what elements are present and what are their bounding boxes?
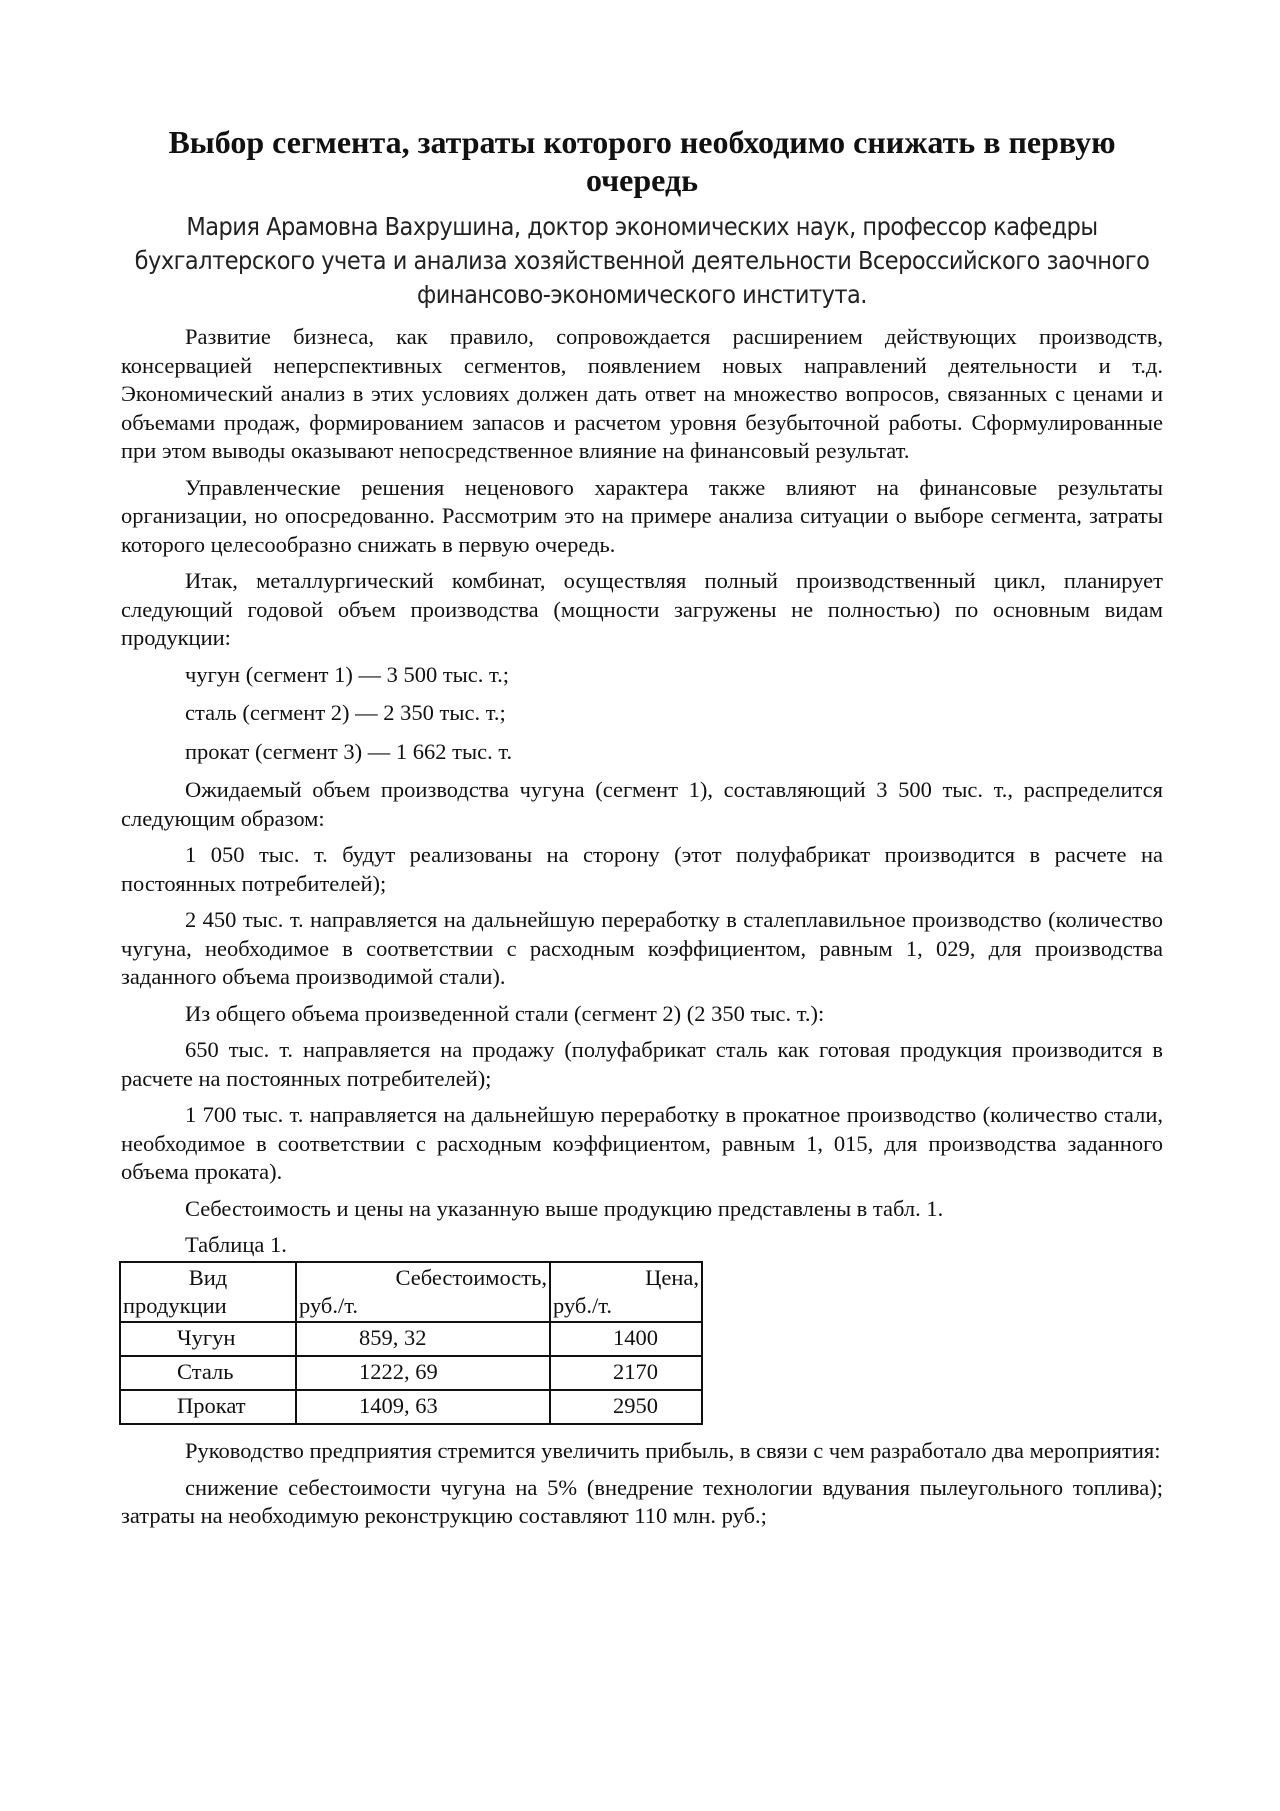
paragraph: Себестоимость и цены на указанную выше продукцию представлены в табл. 1. (185, 1195, 944, 1221)
document-title: Выбор сегмента, затраты которого необходимо снижать в первую очередь (168, 124, 1116, 198)
paragraph: Итак, металлургический комбинат, осуществляя полный производственный цикл, планирует следующий годовой объем производства (мощности загружены не полностью) по основным видам продукции: (121, 568, 1163, 650)
table-caption: Таблица 1. (185, 1232, 287, 1257)
table-row (120, 1390, 702, 1424)
paragraph: 650 тыс. т. направляется на продажу (полуфабрикат сталь как готовая продукция производится в расчете на постоянных потребителей); (121, 1037, 1163, 1091)
header-price: Цена, руб./т. (550, 1262, 702, 1322)
table-header-row (120, 1262, 702, 1322)
paragraph: Из общего объема произведенной стали (сегмент 2) (2 350 тыс. т.): (185, 1000, 825, 1026)
table-row (120, 1356, 702, 1390)
header-cost: Себестоимость, руб./т. (296, 1262, 550, 1322)
cell-product: Сталь (120, 1356, 296, 1390)
document-body (121, 323, 1163, 1539)
paragraph: 2 450 тыс. т. направляется на дальнейшую переработку в сталеплавильное производство (количество чугуна, необходимое в соответствии с расходным коэффициентом, равным 1, 029, для производства заданного объема производимой стали). (121, 907, 1163, 989)
paragraph: Ожидаемый объем производства чугуна (сегмент 1), составляющий 3 500 тыс. т., распределится следующим образом: (121, 777, 1163, 831)
paragraph: снижение себестоимости чугуна на 5% (внедрение технологии вдувания пылеугольного топлива); затраты на необходимую реконструкцию составляют 110 млн. руб.; (121, 1474, 1163, 1528)
table-row (120, 1322, 702, 1356)
paragraph: 1 050 тыс. т. будут реализованы на сторону (этот полуфабрикат производится в расчете на постоянных потребителей); (121, 842, 1163, 896)
cell-price: 1400 (550, 1322, 702, 1356)
paragraph: Развитие бизнеса, как правило, сопровождается расширением действующих производств, консервацией неперспективных сегментов, появлением новых направлений деятельности и т.д. Экономический анализ в этих условиях должен дать ответ на множество вопросов, связанных с ценами и объемами продаж, формированием запасов и расчетом уровня безубыточной работы. Сформулированные при этом выводы оказывают непосредственное влияние на финансовый результат. (121, 324, 1163, 463)
cell-cost: 1222, 69 (296, 1356, 550, 1390)
cost-price-table (119, 1261, 703, 1425)
cell-cost: 1409, 63 (296, 1390, 550, 1424)
paragraph: 1 700 тыс. т. направляется на дальнейшую переработку в прокатное производство (количество стали, необходимое в соответствии с расходным коэффициентом, равным 1, 015, для производства заданного объема проката). (121, 1102, 1163, 1184)
cell-price: 2170 (550, 1356, 702, 1390)
header-product-type: Вид продукции (120, 1262, 296, 1322)
cell-product: Прокат (120, 1390, 296, 1424)
cell-product: Чугун (120, 1322, 296, 1356)
list-item: сталь (сегмент 2) — 2 350 тыс. т.; (185, 700, 506, 725)
cell-cost: 859, 32 (296, 1322, 550, 1356)
paragraph: Управленческие решения неценового характера также влияют на финансовые результаты организации, но опосредованно. Рассмотрим это на примере анализа ситуации о выборе сегмента, затраты которого целесообразно снижать в первую очередь. (121, 474, 1163, 557)
author-info: Мария Арамовна Вахрушина, доктор экономических наук, профессор кафедры бухгалтерского учета и анализа хозяйственной деятельности Всероссийского заочного финансово-экономического института. (134, 212, 1150, 309)
list-item: прокат (сегмент 3) — 1 662 тыс. т. (185, 738, 513, 764)
paragraph: Руководство предприятия стремится увеличить прибыль, в связи с чем разработало два мероприятия: (185, 1438, 1161, 1463)
list-item: чугун (сегмент 1) — 3 500 тыс. т.; (185, 661, 510, 687)
cell-price: 2950 (550, 1390, 702, 1424)
